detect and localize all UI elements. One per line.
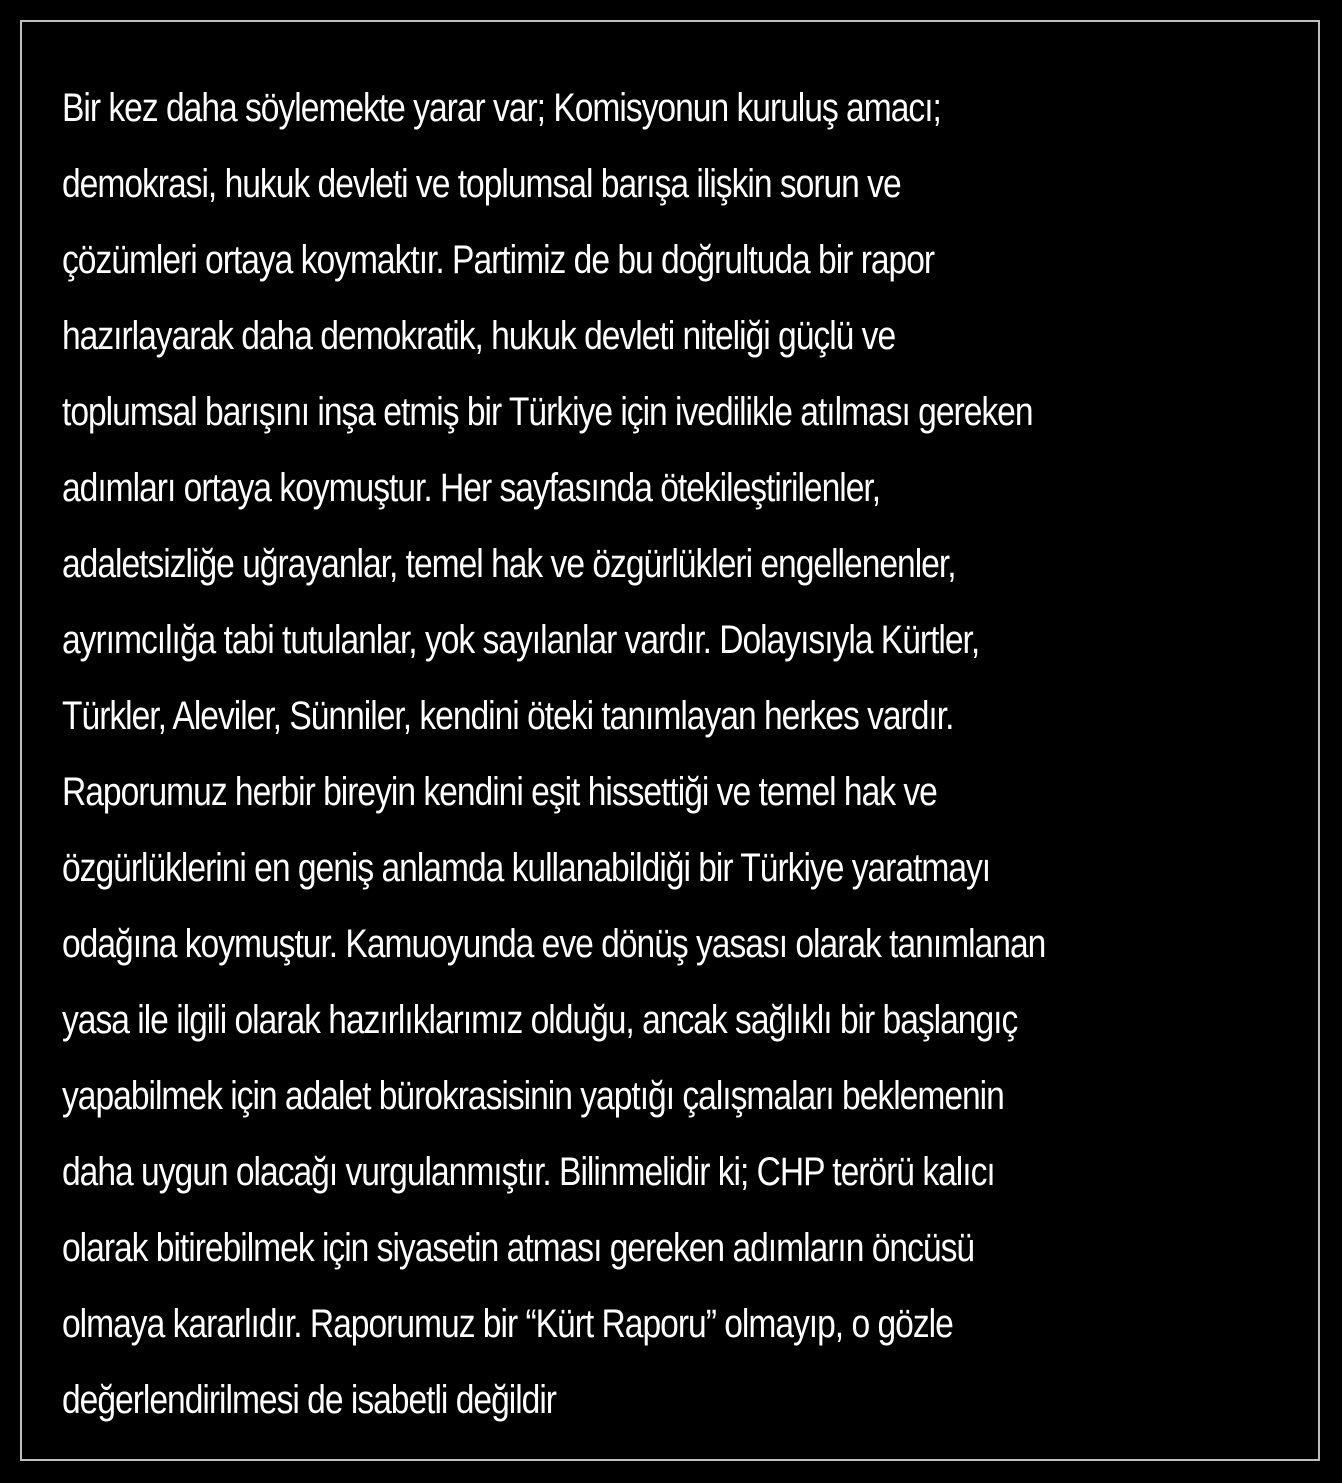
text-line: Raporumuz herbir bireyin kendini eşit hissettiği ve temel hak ve (62, 770, 937, 814)
text-line: daha uygun olacağı vurgulanmıştır. Bilinmelidir ki; CHP terörü kalıcı (62, 1150, 995, 1194)
text-line: Bir kez daha söylemekte yarar var; Komisyonun kuruluş amacı; (62, 86, 941, 130)
text-line: adaletsizliğe uğrayanlar, temel hak ve özgürlükleri engellenenler, (62, 542, 956, 586)
text-line: adımları ortaya koymuştur. Her sayfasında ötekileştirilenler, (62, 466, 881, 510)
text-line: yasa ile ilgili olarak hazırlıklarımız olduğu, ancak sağlıklı bir başlangıç (62, 998, 1018, 1042)
text-line: olmaya kararlıdır. Raporumuz bir “Kürt Raporu” olmayıp, o gözle (62, 1302, 953, 1346)
text-line: demokrasi, hukuk devleti ve toplumsal barışa ilişkin sorun ve (62, 162, 901, 206)
text-line: ayrımcılığa tabi tutulanlar, yok sayılanlar vardır. Dolayısıyla Kürtler, (62, 618, 980, 662)
quote-text-block (62, 70, 1302, 1438)
text-line: odağına koymuştur. Kamuoyunda eve dönüş yasası olarak tanımlanan (62, 922, 1046, 966)
text-line: hazırlayarak daha demokratik, hukuk devleti niteliği güçlü ve (62, 314, 896, 358)
text-line: toplumsal barışını inşa etmiş bir Türkiye için ivedilikle atılması gereken (62, 390, 1033, 434)
text-line: çözümleri ortaya koymaktır. Partimiz de bu doğrultuda bir rapor (62, 238, 935, 282)
text-line: yapabilmek için adalet bürokrasisinin yaptığı çalışmaları beklemenin (62, 1074, 1004, 1118)
text-line: Türkler, Aleviler, Sünniler, kendini öteki tanımlayan herkes vardır. (62, 694, 954, 738)
text-line: değerlendirilmesi de isabetli değildir (62, 1378, 556, 1422)
text-line: olarak bitirebilmek için siyasetin atması gereken adımların öncüsü (62, 1226, 975, 1270)
text-line: özgürlüklerini en geniş anlamda kullanabildiği bir Türkiye yaratmayı (62, 846, 991, 890)
